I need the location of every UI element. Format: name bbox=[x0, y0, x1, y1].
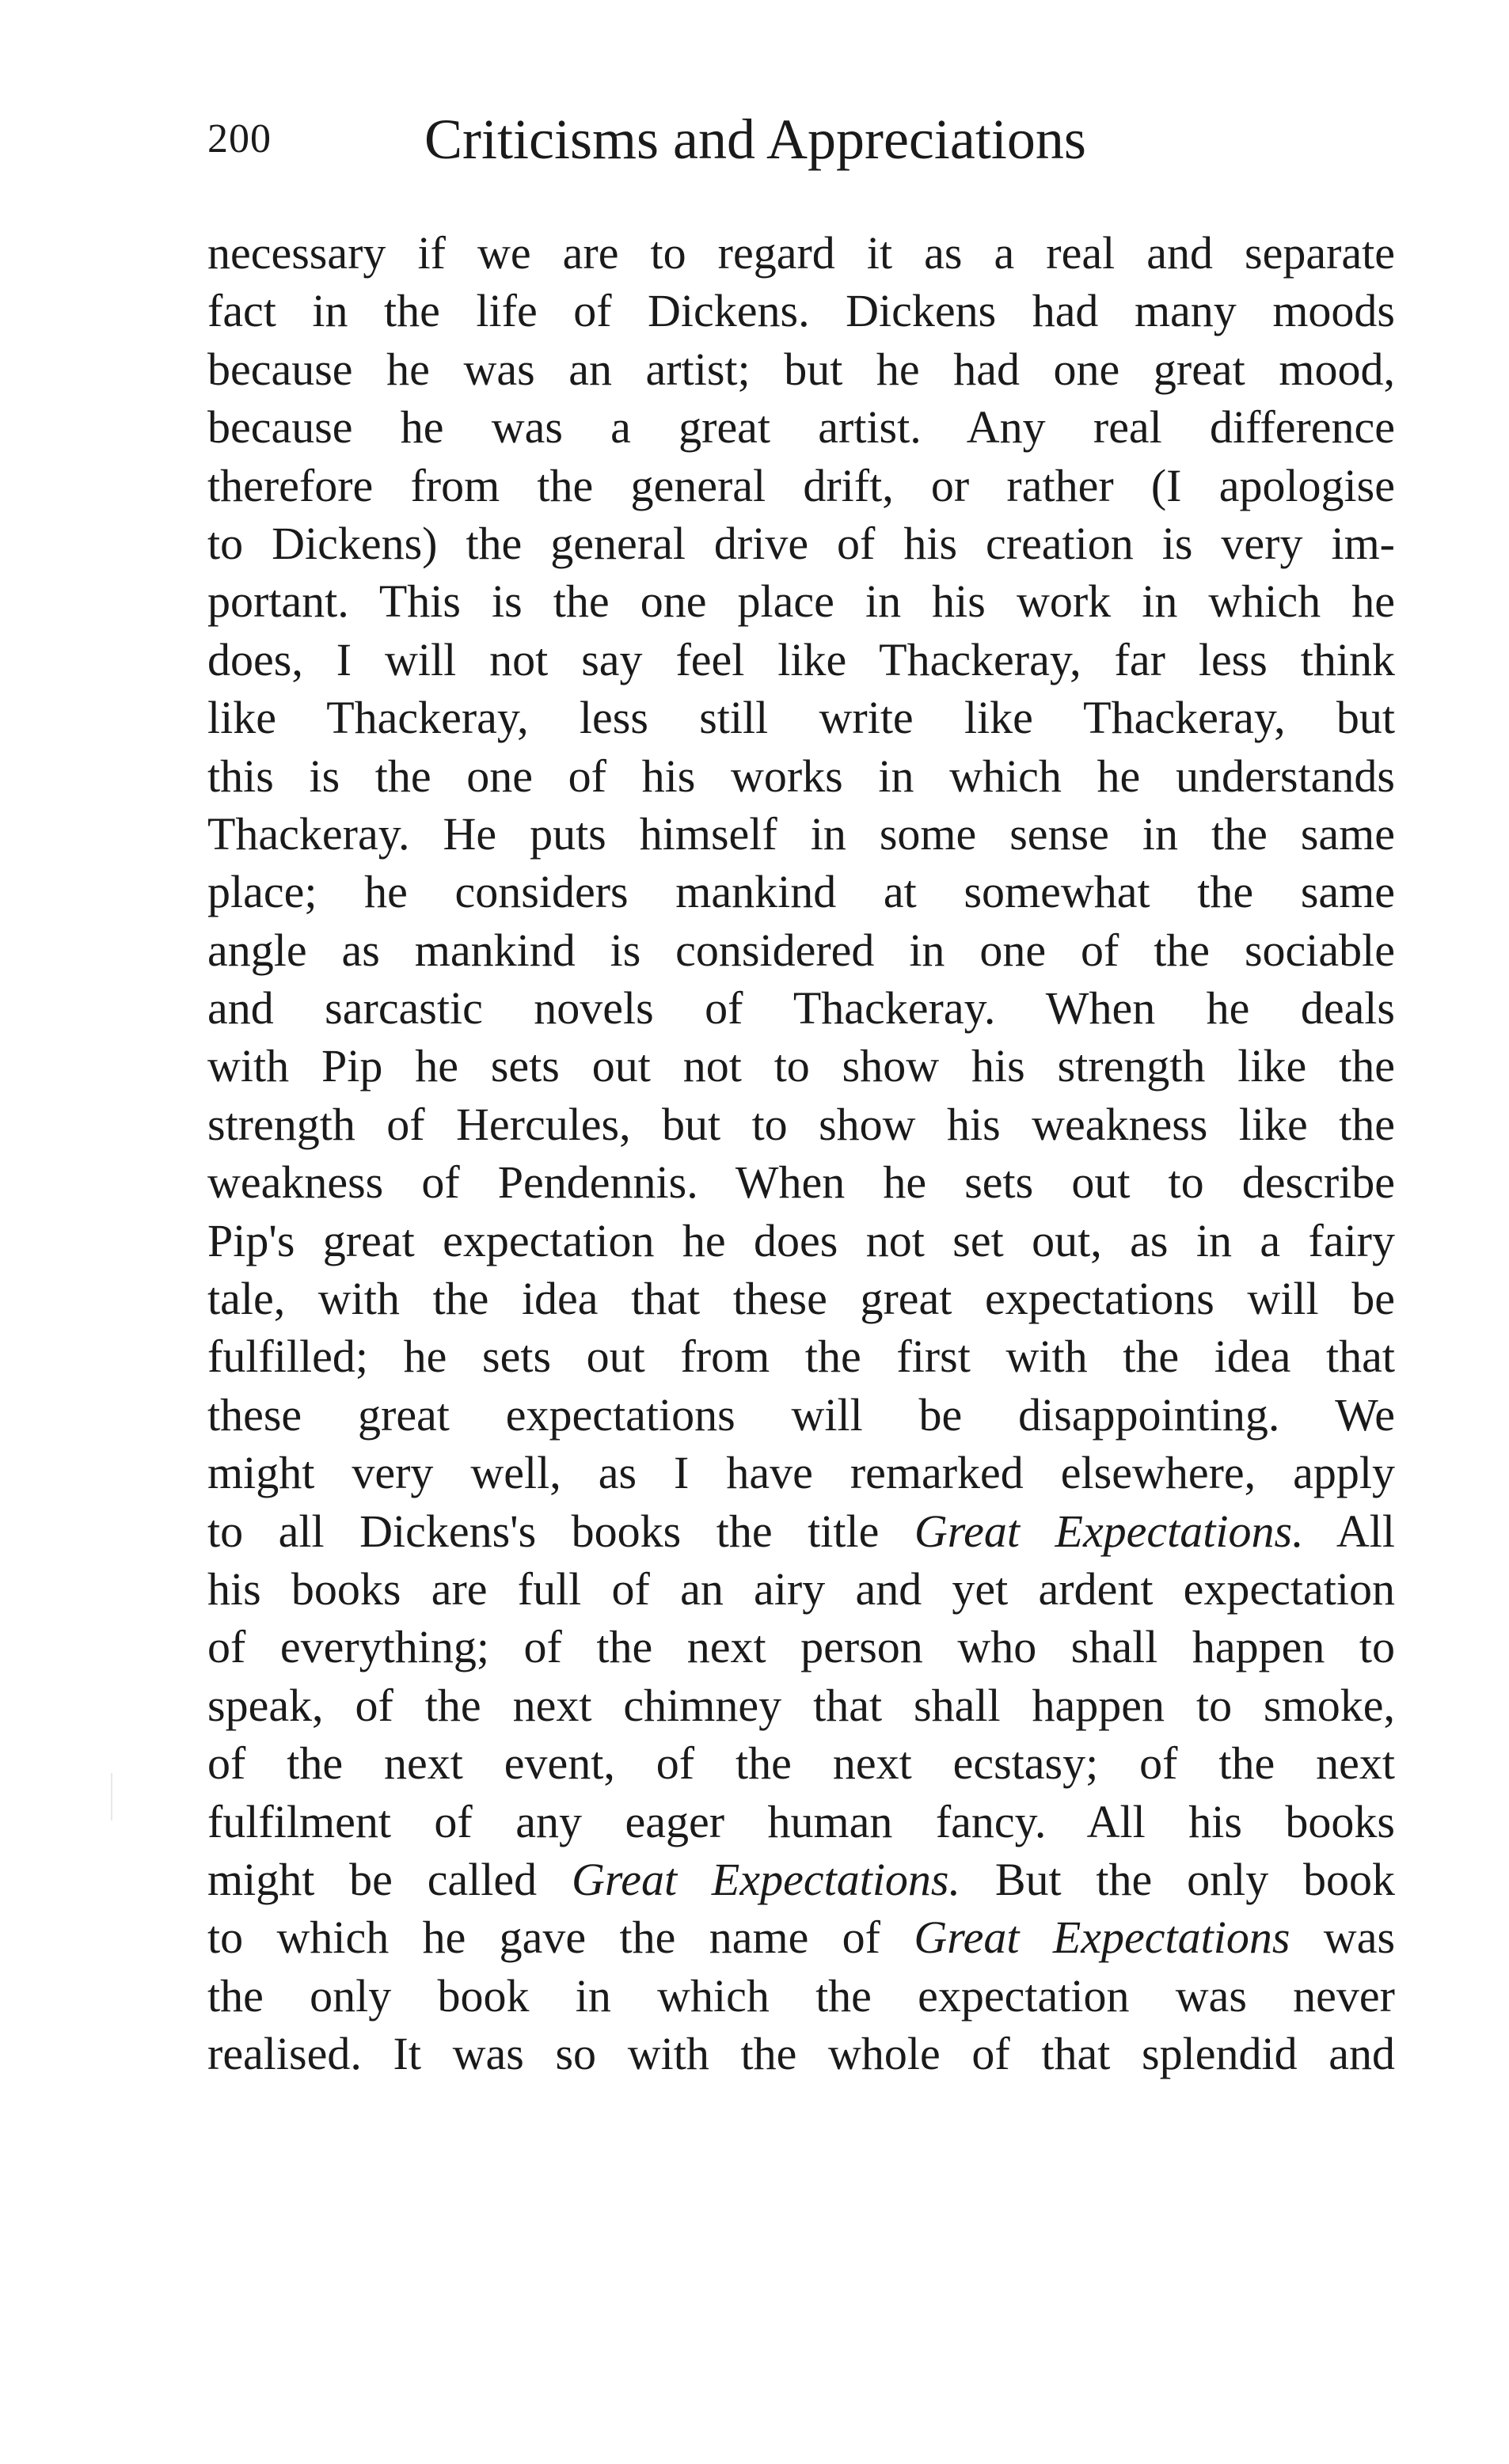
body-text bbox=[207, 224, 1395, 2083]
text-line bbox=[207, 1676, 1395, 1734]
text-run: therefore from the general drift, or rather (I apologise bbox=[207, 459, 1395, 511]
running-title: Criticisms and Appreciations bbox=[424, 108, 1086, 171]
text-run: fact in the life of Dickens. Dickens had many moods bbox=[207, 285, 1395, 337]
text-run: strength of Hercules, but to show his weakness like the bbox=[207, 1098, 1395, 1150]
text-run: to all Dickens's books the title bbox=[207, 1505, 914, 1557]
text-line bbox=[207, 514, 1395, 572]
text-run: because he was a great artist. Any real difference bbox=[207, 401, 1395, 454]
text-run: portant. This is the one place in his work in which he bbox=[207, 575, 1395, 628]
text-run: was bbox=[1290, 1912, 1396, 1964]
text-line bbox=[207, 805, 1395, 863]
text-line bbox=[207, 1270, 1395, 1327]
text-line bbox=[207, 863, 1395, 921]
italic-title: Great Expectations. bbox=[571, 1853, 961, 1905]
text-line bbox=[207, 1444, 1395, 1502]
text-line bbox=[207, 340, 1395, 398]
scan-gutter-mark bbox=[111, 1773, 112, 1820]
page-number: 200 bbox=[207, 116, 272, 161]
text-line bbox=[207, 631, 1395, 689]
text-run: to which he gave the name of bbox=[207, 1912, 914, 1964]
text-line bbox=[207, 2025, 1395, 2082]
text-line bbox=[207, 1327, 1395, 1385]
text-run: this is the one of his works in which he understands bbox=[207, 750, 1395, 802]
text-run: of the next event, of the next ecstasy; of the next bbox=[207, 1737, 1395, 1790]
text-run: weakness of Pendennis. When he sets out to describe bbox=[207, 1156, 1395, 1209]
text-line bbox=[207, 747, 1395, 805]
text-run: his books are full of an airy and yet ardent expectation bbox=[207, 1562, 1395, 1615]
text-run: to Dickens) the general drive of his creation is very im- bbox=[207, 517, 1395, 569]
text-line bbox=[207, 572, 1395, 630]
text-line bbox=[207, 1502, 1395, 1560]
text-run: fulfilled; he sets out from the first with the idea that bbox=[207, 1331, 1395, 1383]
text-run: of everything; of the next person who shall happen to bbox=[207, 1621, 1395, 1673]
text-line bbox=[207, 224, 1395, 282]
text-run: with Pip he sets out not to show his strength like the bbox=[207, 1040, 1395, 1092]
text-line bbox=[207, 1095, 1395, 1153]
text-run: does, I will not say feel like Thackeray, far less think bbox=[207, 633, 1395, 685]
text-run: Thackeray. He puts himself in some sense in the same bbox=[207, 807, 1395, 860]
text-run: the only book in which the expectation was never bbox=[207, 1969, 1395, 2022]
text-run: because he was an artist; but he had one great mood, bbox=[207, 343, 1395, 395]
italic-title: Great Expectations. bbox=[914, 1505, 1304, 1557]
text-run: like Thackeray, less still write like Thackeray, but bbox=[207, 692, 1395, 744]
text-run: necessary if we are to regard it as a real and separate bbox=[207, 227, 1395, 279]
text-line bbox=[207, 689, 1395, 746]
text-line bbox=[207, 1037, 1395, 1095]
text-run: All bbox=[1303, 1505, 1396, 1557]
text-line bbox=[207, 457, 1395, 514]
text-line bbox=[207, 1212, 1395, 1270]
text-line bbox=[207, 1153, 1395, 1211]
text-line bbox=[207, 1560, 1395, 1618]
text-line bbox=[207, 1618, 1395, 1676]
text-line bbox=[207, 921, 1395, 979]
text-line bbox=[207, 1386, 1395, 1444]
text-run: tale, with the idea that these great expectations will be bbox=[207, 1273, 1395, 1325]
page-header bbox=[207, 104, 1395, 184]
text-run: and sarcastic novels of Thackeray. When he deals bbox=[207, 982, 1395, 1035]
text-run: angle as mankind is considered in one of the sociable bbox=[207, 924, 1395, 976]
text-run: But the only book bbox=[960, 1853, 1396, 1905]
text-line bbox=[207, 282, 1395, 340]
text-run: fulfilment of any eager human fancy. All his books bbox=[207, 1795, 1395, 1847]
text-line bbox=[207, 1908, 1395, 1966]
text-run: place; he considers mankind at somewhat the same bbox=[207, 866, 1395, 918]
text-run: Pip's great expectation he does not set out, as in a fairy bbox=[207, 1214, 1395, 1266]
italic-title: Great Expectations bbox=[914, 1912, 1290, 1964]
text-run: realised. It was so with the whole of that splendid and bbox=[207, 2028, 1395, 2080]
text-run: these great expectations will be disappointing. We bbox=[207, 1388, 1395, 1441]
text-line bbox=[207, 979, 1395, 1037]
text-run: speak, of the next chimney that shall happen to smoke, bbox=[207, 1679, 1395, 1731]
text-line bbox=[207, 1734, 1395, 1792]
text-run: might be called bbox=[207, 1853, 572, 1905]
text-line bbox=[207, 1793, 1395, 1851]
text-line bbox=[207, 1851, 1395, 1908]
text-run: might very well, as I have remarked elsewhere, apply bbox=[207, 1447, 1395, 1499]
text-line bbox=[207, 1967, 1395, 2025]
text-line bbox=[207, 398, 1395, 456]
